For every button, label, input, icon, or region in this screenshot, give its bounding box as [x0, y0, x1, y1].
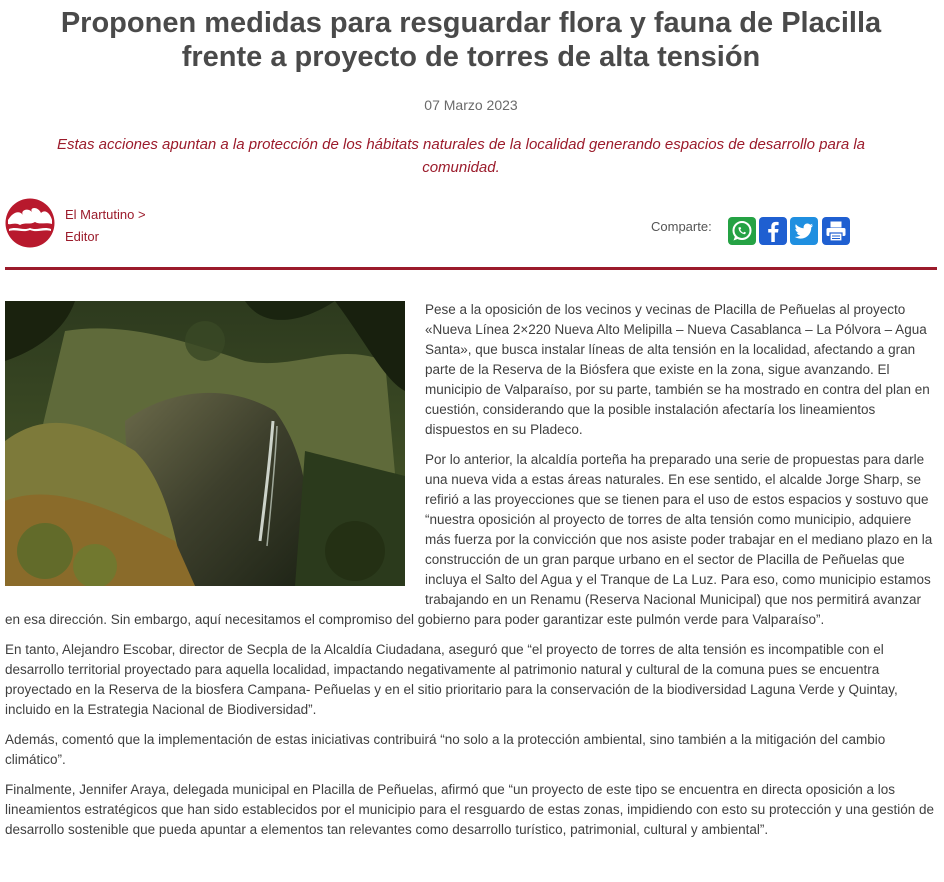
article-date: 07 Marzo 2023 — [424, 97, 518, 113]
author-avatar[interactable] — [5, 198, 55, 248]
facebook-icon[interactable] — [759, 217, 787, 245]
print-icon[interactable] — [822, 217, 850, 245]
author-name-link[interactable]: El Martutino > — [65, 207, 146, 222]
article-paragraph: Pese a la oposición de los vecinos y vecinas de Placilla de Peñuelas al proyecto «Nueva Línea 2×220 Nueva Alto Melipilla – Nueva Casablanca – La Pólvora – Agua Santa», que busca instalar líneas de alta tensión en la localidad, afectando a gran parte de la Reserva de la Biósfera que existe en la zona, sigue avanzando. El municipio de Valparaíso, por su parte, también se ha mostrado en contra del plan en cuestión, considerando que la posible instalación afectaría los lineamientos dispuestos en su Pladeco. — [425, 302, 930, 437]
author-role: Editor — [65, 229, 99, 244]
article-paragraph: Por lo anterior, la alcaldía porteña ha preparado una serie de propuestas para darle una nueva vida a estas áreas naturales. En ese sentido, el alcalde Jorge Sharp, se refirió a las proyecciones que se tienen para el uso de estos espacios y sostuvo que “nuestra oposición al proyecto de torres de alta tensión como municipio, adquiere más fuerza por la convicción que nos asiste poder trabajar en el mediano plazo en la construcción de un gran parque urbano en el sector de Placilla de Peñuelas que incluya el Salto del Agua y el Tranque de La Luz. Para eso, como municipio estamos trabajando en un Renamu (Reserva Nacional Municipal) que nos permitirá avanzar en esa dirección. Sin embargo, aquí necesitamos el compromiso del gobierno para poder garantizar este pulmón verde para Valparaíso”. — [5, 452, 933, 627]
article-lead: Estas acciones apuntan a la protección de los hábitats naturales de la localidad generando espacios de desarrollo para la comunidad. — [56, 136, 866, 176]
whatsapp-icon[interactable] — [728, 217, 756, 245]
header-divider — [5, 267, 937, 270]
twitter-icon[interactable] — [790, 217, 818, 245]
article-paragraph: En tanto, Alejandro Escobar, director de Secpla de la Alcaldía Ciudadana, aseguró que “el proyecto de torres de alta tensión es incompatible con el desarrollo territorial proyectado para aquella localidad, impactando negativamente al patrimonio natural y cultural de la comuna pues se encuentra proyectado en la Reserva de la biosfera Campana- Peñuelas y en el sitio prioritario para la conservación de la biodiversidad Laguna Verde y Quintay, incluido en la Estrategia Nacional de Biodiversidad”. — [5, 642, 898, 717]
waterfall-landscape-photo — [5, 301, 405, 586]
article-body — [5, 300, 937, 850]
article-paragraph: Finalmente, Jennifer Araya, delegada municipal en Placilla de Peñuelas, afirmó que “un proyecto de este tipo se encuentra en directa oposición a los lineamientos estratégicos que han sido establecidos por el municipio para el resguardo de estas zonas, impidiendo con esto su protección y una gestión de desarrollo sostenible que pueda apuntar a elementos tan relevantes como desarrollo turístico, patrimonial, cultural y ambiental”. — [5, 782, 935, 837]
article-title: Proponen medidas para resguardar flora y fauna de Placilla frente a proyecto de torres de alta tensión — [60, 7, 882, 73]
share-label: Comparte: — [651, 219, 712, 234]
article-paragraph: Además, comentó que la implementación de estas iniciativas contribuirá “no solo a la protección ambiental, sino también a la mitigación del cambio climático”. — [5, 732, 886, 767]
